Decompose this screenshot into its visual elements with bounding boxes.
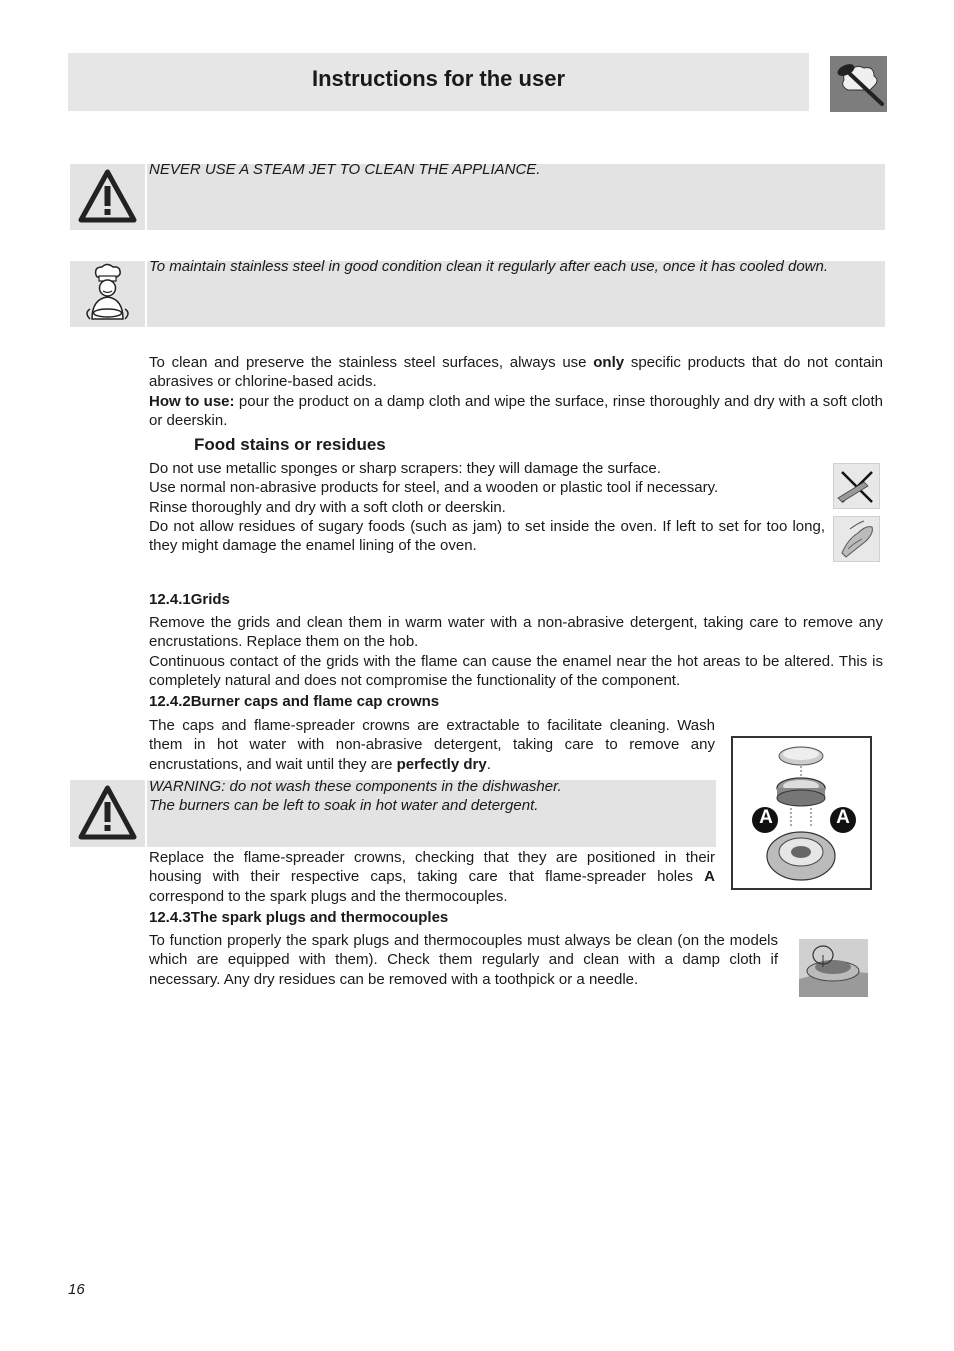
burners-heading	[149, 693, 439, 710]
grids-title: Grids	[190, 591, 230, 608]
grids-p2: Continuous contact of the grids with the flame can cause the enamel near the hot areas to be altered. This is completely natural and does not compromise the functionality of the component.	[149, 652, 883, 689]
burners-p1-end: .	[486, 755, 491, 773]
burners-number: 12.4.2	[149, 693, 191, 710]
dishwasher-warning-text	[149, 777, 715, 815]
warning-icon-box	[70, 164, 145, 230]
page-number: 16	[68, 1281, 85, 1298]
food-stains-line-3: Rinse thoroughly and dry with a soft cloth or deerskin.	[149, 498, 506, 516]
burners-paragraph-1	[149, 716, 715, 774]
chef-icon	[70, 261, 145, 327]
grids-paragraph	[149, 613, 883, 690]
chef-note-text: To maintain stainless steel in good condition clean it regularly after each use, once it has cooled down.	[149, 258, 829, 275]
grids-heading	[149, 591, 230, 608]
grids-number: 12.4.1	[149, 591, 191, 608]
burners-paragraph-2	[149, 848, 715, 906]
burners-p2-end: correspond to the spark plugs and the thermocouples.	[149, 887, 508, 905]
food-stains-line-1: Do not use metallic sponges or sharp scrapers: they will damage the surface.	[149, 460, 661, 477]
diagram-label-left: A	[759, 807, 773, 828]
dishwasher-warning-line-2: The burners can be left to soak in hot water and detergent.	[149, 797, 539, 814]
spark-heading	[149, 909, 448, 926]
dishwasher-warning-line-1: WARNING: do not wash these components in the dishwasher.	[149, 778, 562, 795]
page-title: Instructions for the user	[311, 66, 566, 91]
spark-number: 12.4.3	[149, 909, 191, 926]
intro-paragraph	[149, 353, 883, 430]
burners-title: Burner caps and flame cap crowns	[190, 693, 440, 710]
food-stains-heading: Food stains or residues	[194, 435, 386, 454]
burners-p2-bold: A	[704, 868, 715, 886]
food-stains-line-2: Use normal non-abrasive products for steel, and a wooden or plastic tool if necessary.	[149, 479, 719, 497]
warning-steam-text: NEVER USE A STEAM JET TO CLEAN THE APPLIANCE.	[149, 161, 541, 178]
warning-triangle-icon	[70, 164, 145, 230]
sponge-icon	[833, 516, 880, 562]
intro-bold-only: only	[593, 354, 625, 371]
intro-text-2: specific products that do not contain abrasives or chlorine-based acids.	[149, 354, 883, 391]
howto-text: pour the product on a damp cloth and wipe the surface, rinse thoroughly and dry with a soft cloth or deerskin.	[149, 392, 884, 429]
spark-paragraph	[149, 931, 778, 989]
burner-diagram	[731, 736, 872, 890]
intro-text-1: To clean and preserve the stainless steel surfaces, always use	[149, 354, 594, 371]
warning-icon-box-2	[70, 780, 145, 847]
burners-p1-text: The caps and flame-spreader crowns are extractable to facilitate cleaning. Wash them in hot water with non-abrasive detergent, taking care to remove any encrustations, and wait until they are	[149, 717, 715, 773]
warning-triangle-icon	[70, 780, 145, 847]
spark-p1: To function properly the spark plugs and thermocouples must always be clean (on the models which are equipped with them). Check them regularly and clean with a damp cloth if necessary. Any dry residues can be removed with a toothpick or a needle.	[149, 932, 778, 988]
howto-label: How to use:	[149, 392, 235, 410]
chef-spoon-icon	[830, 56, 887, 112]
burners-p1-bold: perfectly dry	[396, 755, 487, 773]
spark-title: The spark plugs and thermocouples	[190, 909, 449, 926]
spark-plug-icon	[799, 939, 868, 997]
diagram-label-right: A	[836, 807, 850, 828]
food-stains-paragraph	[149, 459, 825, 555]
food-stains-line-4: Do not allow residues of sugary foods (such as jam) to set inside the oven. If left to set for too long, they might damage the enamel lining of the oven.	[149, 517, 825, 555]
no-scraper-icon	[833, 463, 880, 509]
chef-icon-box	[70, 261, 145, 327]
grids-p1: Remove the grids and clean them in warm water with a non-abrasive detergent, taking care to remove any encrustations. Replace them on the hob.	[149, 614, 883, 651]
burners-p2-text: Replace the flame-spreader crowns, checking that they are positioned in their housing with their respective caps, taking care that flame-spreader holes	[149, 849, 715, 886]
